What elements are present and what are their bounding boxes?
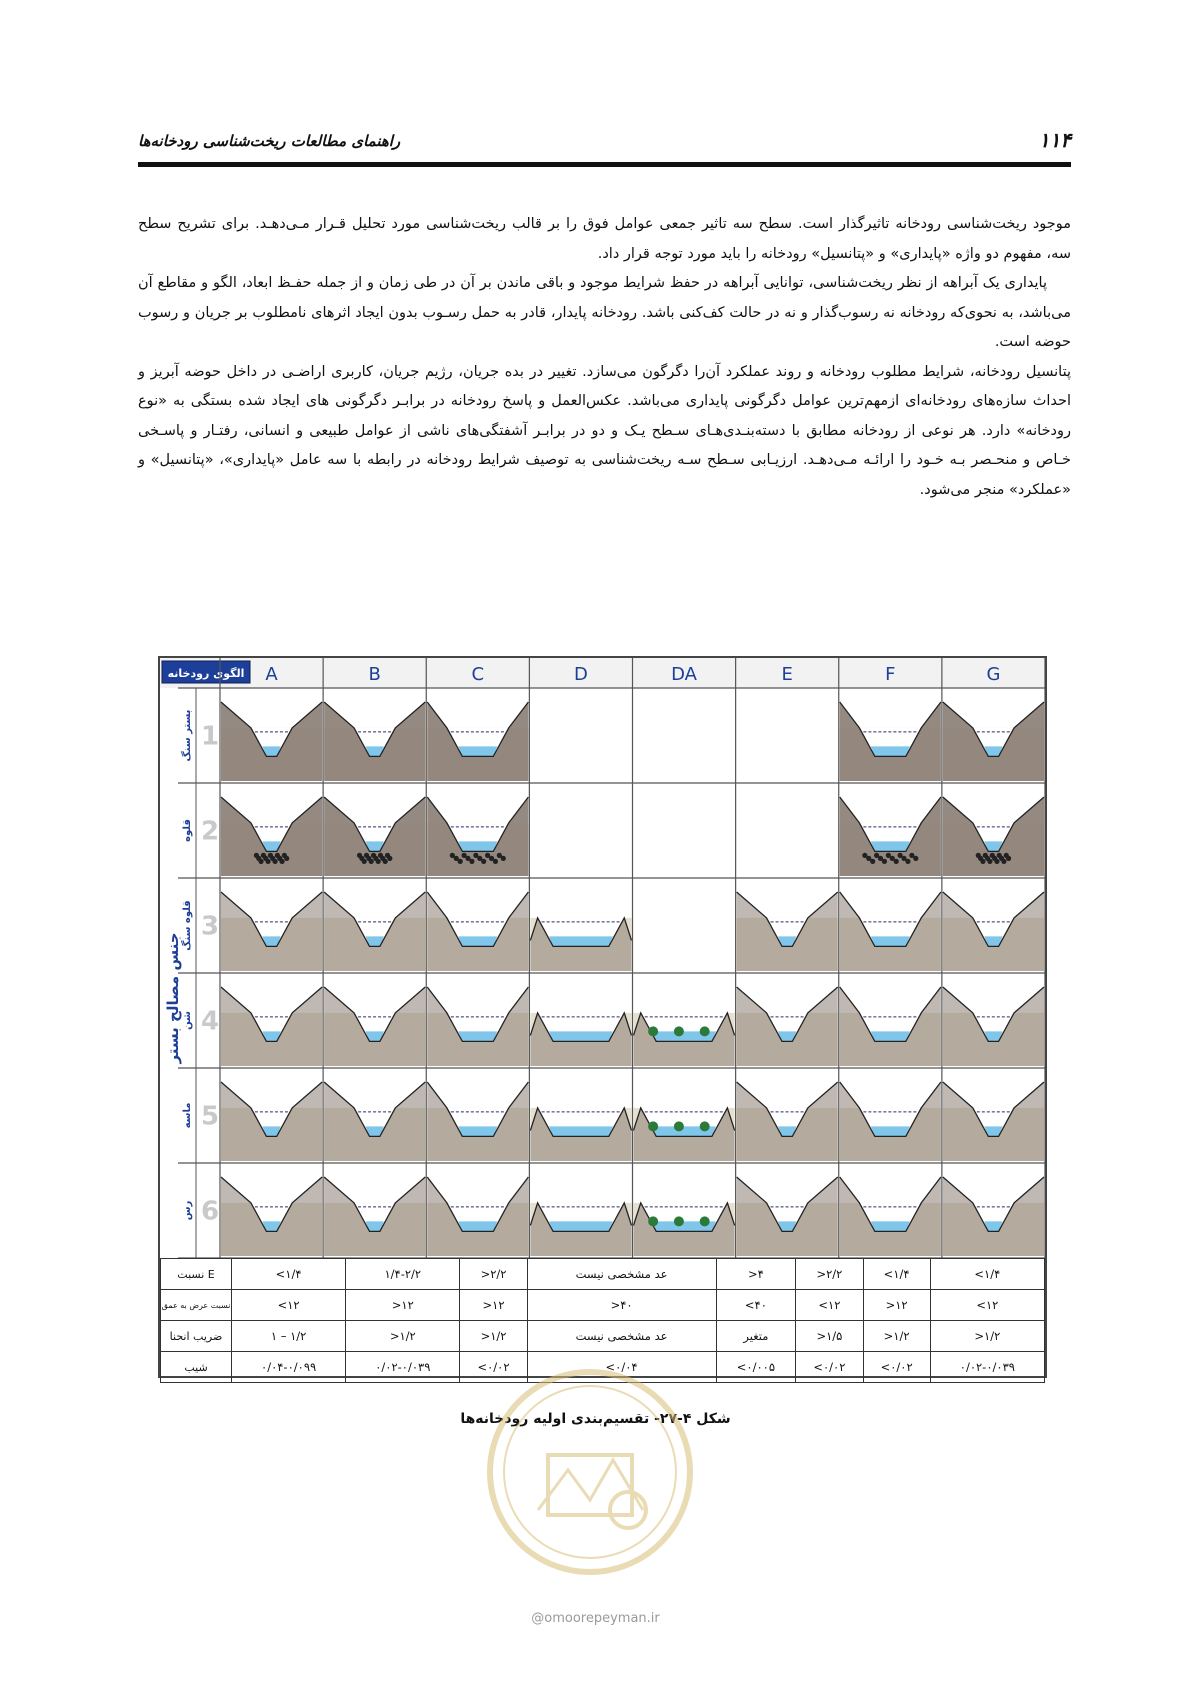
row-material-label: قلوه سنگ (182, 900, 193, 951)
cross-section (530, 918, 631, 971)
caption-prefix: شکل ۴-۲۷- (654, 1411, 731, 1427)
cobble (258, 859, 263, 864)
vegetation (648, 1216, 658, 1226)
cross-section (427, 797, 528, 876)
cross-section (737, 1177, 838, 1256)
cobble (265, 859, 270, 864)
vegetation (674, 1216, 684, 1226)
cobble (284, 856, 289, 861)
running-title: راهنمای مطالعات ریخت‌شناسی رودخانه‌ها (138, 132, 401, 150)
cross-section (221, 797, 322, 876)
figure-table-cell: >۱/۲ (346, 1321, 460, 1352)
figure-table-cell: <۱/۴ (863, 1259, 930, 1290)
row-number: 1 (200, 721, 220, 752)
cobble (1001, 859, 1006, 864)
cobble (994, 859, 999, 864)
cobble (493, 859, 498, 864)
row-material-label: قلوه (182, 819, 193, 842)
water (549, 1221, 613, 1231)
water (458, 841, 497, 851)
river-classification-figure (158, 656, 1047, 1378)
cross-section (840, 987, 941, 1066)
cobble (369, 859, 374, 864)
cobble (279, 859, 284, 864)
figure-graphic (160, 658, 1045, 1258)
figure-table-row-label: نسبت عرض به عمق (161, 1290, 232, 1321)
cross-section (530, 1203, 631, 1256)
figure-table-cell: >۱۲ (460, 1290, 527, 1321)
cross-section (840, 892, 941, 971)
pattern-label: الگوی رودخانه (167, 667, 245, 680)
column-label: D (574, 664, 588, 685)
watermark-logo (478, 1360, 703, 1585)
cobble (894, 859, 899, 864)
row-material-label: رس (182, 1200, 193, 1221)
body-text (138, 210, 1071, 505)
cobble (870, 859, 875, 864)
figure-table-row-label: نسبت E (161, 1259, 232, 1290)
figure-table-cell: <۱۲ (930, 1290, 1044, 1321)
cross-section (427, 702, 528, 781)
row-material-label: بستر سنگ (182, 709, 193, 762)
figure-table-cell: >۲/۲ (460, 1259, 527, 1290)
water (871, 936, 910, 946)
cross-section (324, 987, 425, 1066)
row-number: 5 (200, 1101, 220, 1132)
figure-table-cell: <۱۲ (796, 1290, 863, 1321)
figure-table-row-label: ضریب انحنا (161, 1321, 232, 1352)
cobble (272, 859, 277, 864)
row-number: 3 (200, 911, 220, 942)
vegetation (674, 1026, 684, 1036)
figure-table-row (161, 1321, 1045, 1352)
cross-section (324, 1177, 425, 1256)
cross-section (427, 892, 528, 971)
figure-table-cell: >۱/۵ (796, 1321, 863, 1352)
cross-section (943, 892, 1044, 971)
cross-section (840, 797, 941, 876)
cross-section (737, 1082, 838, 1161)
caption-text: تقسیم‌بندی اولیه رودخانه‌ها (460, 1411, 650, 1427)
figure-table-cell: عد مشخصی نیست (527, 1259, 716, 1290)
vegetation (674, 1121, 684, 1131)
water (549, 936, 613, 946)
figure-table-cell: <۰/۰۲ (863, 1352, 930, 1383)
figure-table-cell: ۱/۴-۲/۲ (346, 1259, 460, 1290)
vegetation (700, 1121, 710, 1131)
cross-section (634, 1203, 735, 1256)
water (871, 1031, 910, 1041)
water (871, 746, 910, 756)
page-header (138, 128, 1071, 167)
vegetation (648, 1026, 658, 1036)
figure-table-cell: <۱/۴ (930, 1259, 1044, 1290)
cross-section (943, 1177, 1044, 1256)
column-label: DA (671, 664, 697, 685)
cross-section (221, 987, 322, 1066)
figure-table-cell: عد مشخصی نیست (527, 1321, 716, 1352)
cross-section (427, 1177, 528, 1256)
paragraph: پتانسیل رودخانه، شرایط مطلوب رودخانه و روند عملکرد آن‌را دگرگون می‌سازد. تغییر در بده جریان، رژیم جریان، کاربری اراضـی در داخل حوضه آبریز و احداث سازه‌های رودخانه‌ای ازمهم‌ترین عوامل دگرگونی پایداری می‌باشد. عکس‌العمل و پاسخ رودخانه در برابـر دگرگونی های ایجاد شده بستگی به «نوع رودخانه» دارد. هر نوعی از رودخانه مطابق با دسته‌بنـدی‌هـای سـطح یـک و دو در برابـر آشفتگی‌های ناشی از عوامل طبیعی و انسانی، رفتـار و پاسـخی خـاص و منحـصر بـه خـود را ارائـه مـی‌دهـد. ارزیـابی سـطح سـه ریخت‌شناسی به توصیف شرایط رودخانه در رابطه با سه عامل «پایداری»، «پتانسیل» و «عملکرد» منجر می‌شود. (138, 363, 1071, 498)
water (871, 1221, 910, 1231)
column-label: B (368, 664, 381, 685)
row-labels (181, 710, 219, 1227)
cobble (501, 856, 506, 861)
figure-table-cell: >۱/۲ (930, 1321, 1044, 1352)
cobble (376, 859, 381, 864)
water (458, 1031, 497, 1041)
cobble (980, 859, 985, 864)
paragraph: موجود ریخت‌شناسی رودخانه تاثیرگذار است. سطح سه تاثیر جمعی عوامل فوق را بر قالب ریخت‌شناسی مورد تحلیل قـرار مـی‌دهـد. برای تشریح سطح سه، مفهوم دو واژه «پایداری» و «پتانسیل» رودخانه را باید مورد توجه قرار داد. (138, 216, 1071, 262)
watermark-site: @omoorepeyman.ir (531, 1611, 660, 1626)
water (458, 746, 497, 756)
cross-section (221, 1177, 322, 1256)
cobble (387, 856, 392, 861)
water (458, 1126, 497, 1136)
column-label: G (986, 664, 1001, 685)
figure-table-cell: ۰/۰۲-۰/۰۳۹ (930, 1352, 1044, 1383)
column-label: C (471, 664, 485, 685)
figure-table-row (161, 1290, 1045, 1321)
row-number: 6 (200, 1196, 220, 1227)
water (871, 841, 910, 851)
figure-table-cell: ۰/۰۲-۰/۰۳۹ (346, 1352, 460, 1383)
cross-section (943, 702, 1044, 781)
figure-header-row (160, 658, 1045, 688)
cross-section (221, 702, 322, 781)
figure-table-cell: >۴ (716, 1259, 796, 1290)
figure-table-cell: >۱۲ (346, 1290, 460, 1321)
cross-section (634, 1108, 735, 1161)
row-number: 4 (200, 1006, 220, 1037)
cross-section (530, 1013, 631, 1066)
cross-section (943, 797, 1044, 876)
cobble (987, 859, 992, 864)
cross-section (324, 892, 425, 971)
page-number: ۱۱۴ (1038, 128, 1071, 152)
cross-section (737, 892, 838, 971)
figure-table-cell: <۴۰ (716, 1290, 796, 1321)
cross-section (943, 987, 1044, 1066)
cobble (905, 859, 910, 864)
cross-section (324, 702, 425, 781)
column-label: E (781, 664, 793, 685)
paragraph: پایداری یک آبراهه از نظر ریخت‌شناسی، توانایی آبراهه در حفظ شرایط موجود و باقی ماندن بر آن در طی زمان و از جمله حفـظ ابعاد، الگو و مقاطع آن می‌باشد، به نحوی‌که رودخانه نه رسوب‌گذار و نه در حالت کف‌کنی باشد. رودخانه پایدار، قادر به حمل رسـوب بدون ایجاد اثرهای نامطلوب بر جریان و رسوب حوضه است. (138, 275, 1071, 350)
figure-table-cell: <۰/۰۰۵ (716, 1352, 796, 1383)
figure-table-cell: >۱/۲ (863, 1321, 930, 1352)
cross-section (737, 987, 838, 1066)
figure-table-cell: ۰/۰۴-۰/۰۹۹ (232, 1352, 346, 1383)
figure-table-cell: >۱۲ (863, 1290, 930, 1321)
cross-section (427, 987, 528, 1066)
figure-table-cell: <۰/۰۴ (527, 1352, 716, 1383)
vegetation (648, 1121, 658, 1131)
bed-material-label: جنس مصالح بستر (164, 932, 182, 1064)
cobble (1006, 856, 1011, 861)
figure-table-cell: <۰/۰۲ (796, 1352, 863, 1383)
cross-section (840, 702, 941, 781)
water (549, 1126, 613, 1136)
cobble (882, 859, 887, 864)
water (871, 1126, 910, 1136)
cobble (469, 859, 474, 864)
cobble (383, 859, 388, 864)
cross-section (943, 1082, 1044, 1161)
water (458, 1221, 497, 1231)
figure-table-cell: >۱/۲ (460, 1321, 527, 1352)
figure-table-cell: >۲/۲ (796, 1259, 863, 1290)
cross-section (634, 1013, 735, 1066)
column-label: F (885, 664, 896, 685)
cross-section (427, 1082, 528, 1161)
figure-table-cell: متغیر (716, 1321, 796, 1352)
figure-table-cell: <۱/۴ (232, 1259, 346, 1290)
figure-table-cell: <۰/۰۲ (460, 1352, 527, 1383)
figure-table-cell: <۱۲ (232, 1290, 346, 1321)
cobble (458, 859, 463, 864)
row-number: 2 (200, 816, 220, 847)
water (458, 936, 497, 946)
cross-section (324, 1082, 425, 1161)
cobble (913, 856, 918, 861)
cross-section (221, 892, 322, 971)
figure-table-row-label: شیب (161, 1352, 232, 1383)
cross-section (221, 1082, 322, 1161)
cross-section (530, 1108, 631, 1161)
water (549, 1031, 613, 1041)
figure-table-cell: >۴۰ (527, 1290, 716, 1321)
cross-section (840, 1082, 941, 1161)
cross-section (324, 797, 425, 876)
vegetation (700, 1026, 710, 1036)
cobble (362, 859, 367, 864)
row-material-label: ماسه (182, 1102, 193, 1129)
figure-table-cell: ۱ – ۱/۲ (232, 1321, 346, 1352)
cobble (481, 859, 486, 864)
vegetation (700, 1216, 710, 1226)
column-label: A (265, 664, 278, 685)
cross-section (840, 1177, 941, 1256)
row-material-label: شن (182, 1011, 193, 1030)
figure-table-row (161, 1259, 1045, 1290)
